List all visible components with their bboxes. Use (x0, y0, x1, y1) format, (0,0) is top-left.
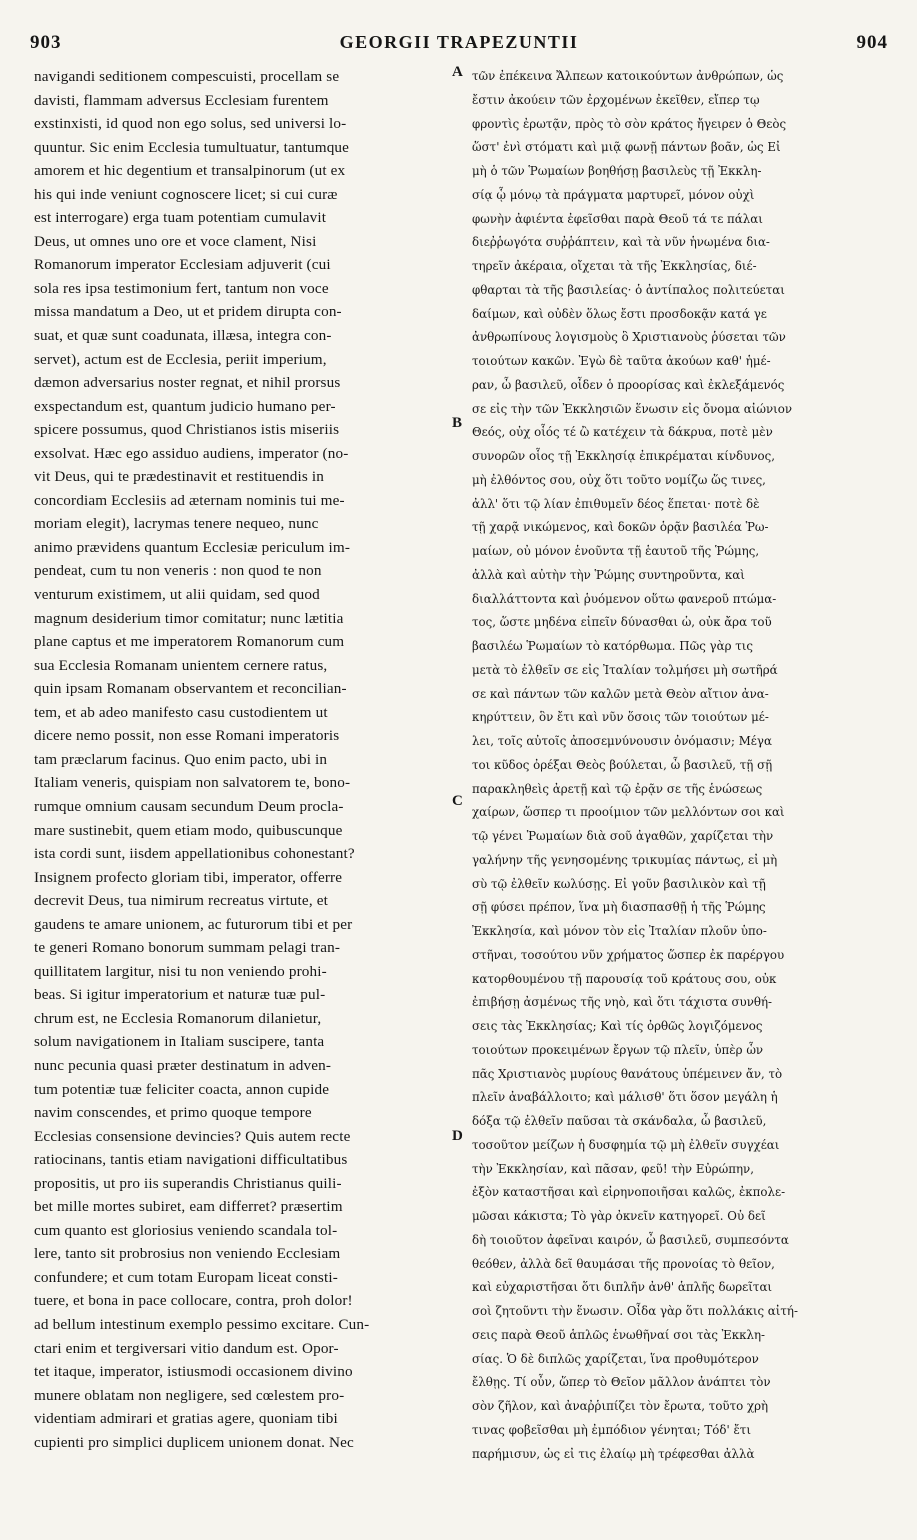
latin-text-line: videntiam admirari et gratias agere, quoniam tibi (34, 1410, 338, 1428)
greek-text-line: ἐξὸν καταστῆσαι καὶ εἰρηνοποιῆσαι καλῶς, ἐκπολε- (472, 1185, 786, 1200)
latin-text-line: his qui inde veniunt cognoscere licet; si cui curæ (34, 185, 338, 203)
greek-column (472, 65, 892, 1466)
latin-text-line: navim conscendes, et primo quoque tempore (34, 1104, 312, 1122)
greek-text-line: ἀνθρωπίνους λογισμοὺς ὃ Χριστιανοὺς ῥύσεται τῶν (472, 330, 786, 345)
latin-text-line: dæmon adversarius noster regnat, et nihil prorsus (34, 374, 341, 392)
latin-text-line: Romanorum imperator Ecclesiam adjuverit (cui (34, 256, 331, 274)
greek-text-line: ἀλλὰ καὶ αὐτὴν τὴν Ῥώμης συντηροῦντα, καὶ (472, 567, 745, 582)
latin-text-line: lere, tanto sit probrosius non veniendo Ecclesiam (34, 1245, 341, 1263)
latin-text-line: venturum existimem, ut alii quidam, sed quod (34, 586, 320, 604)
latin-text-line: moriam elegit), lacrymas tenere nequeo, nunc (34, 515, 319, 533)
greek-text-line: λει, τοῖς αὐτοῖς ἀποσεμνύνουσιν ὀνόμασιν; Μέγα (472, 734, 772, 748)
latin-text-line: quin ipsam Romanam observantem et reconcilian- (34, 680, 347, 698)
greek-text-line: πλεῖν ἀναβάλλοιτο; καὶ μάλισθ' ὅτι ὅσον μεγάλη ἡ (472, 1090, 778, 1105)
greek-text-line: ἔλθῃς. Τί οὖν, ὥπερ τὸ Θεῖον μᾶλλον ἀνάπτει τὸν (472, 1375, 771, 1390)
latin-text-line: suat, et quæ sunt coadunata, illæsa, integra con- (34, 327, 332, 345)
greek-text-line: μαίων, οὐ μόνον ἑνοῦντα τῇ ἑαυτοῦ τῆς Ῥώμης, (472, 544, 760, 558)
latin-text-line: ad bellum intestinum exemplo pessimo excitare. Cun- (34, 1315, 370, 1333)
greek-text-line: βασιλέω Ῥωμαίων τὸ κατόρθωμα. Πῶς γὰρ τις (472, 639, 754, 653)
greek-text-line: θεόθεν, ἀλλὰ δεῖ θαυμάσαι τῆς προνοίας τὸ θεῖον, (472, 1256, 775, 1271)
latin-text-line: bet mille mortes subiret, eam differret? præsertim (34, 1198, 343, 1216)
greek-text-line: τινας φοβεῖσθαι μὴ ἐμπόδιον γένηται; Τόδ' ἔτι (472, 1422, 751, 1437)
latin-text-line: est interrogare) erga tuam potentiam cumulavit (34, 209, 327, 227)
latin-text-line: sua Ecclesia Romanam unientem cernere ratus, (34, 656, 328, 674)
latin-text-line: animo prævidens quantum Ecclesiæ periculum im- (34, 538, 351, 556)
running-header (30, 32, 888, 58)
greek-text-line: μὴ ὁ τῶν Ῥωμαίων βοηθήσῃ βασιλεὺς τῇ Ἐκκλη- (472, 164, 762, 178)
greek-text-line: γαλήνην τῆς γενησομένης τρικυμίας πάντως, εἰ μὴ (472, 852, 778, 867)
greek-text-line: σεις τὰς Ἐκκλησίας; Καὶ τίς ὀρθῶς λογιζόμενος (472, 1019, 763, 1033)
greek-text-line: χαίρων, ὥσπερ τι προοίμιον τῶν μελλόντων σοι καὶ (472, 805, 785, 820)
latin-text-line: decrevit Deus, tua nimirum recreatus virtute, et (34, 892, 328, 910)
latin-text-line: gaudens te amare unionem, ac futurorum tibi et per (34, 915, 353, 933)
greek-text-line: μῶσαι κάκιστα; Τὸ γὰρ ὀκνεῖν κατηγορεῖ. Οὐ δεῖ (472, 1209, 766, 1223)
greek-text-line: ἀλλ' ὅτι τῷ λίαν ἐπιθυμεῖν δέος ἕπεται· ποτὲ δὲ (472, 496, 760, 511)
greek-text-line: σοὶ ζητοῦντι τὴν ἕνωσιν. Οἶδα γὰρ ὅτι πολλάκις αἰτή- (472, 1304, 798, 1318)
latin-column (34, 65, 450, 1454)
latin-text-line: solum navigationem in Italiam suscipere, tanta (34, 1033, 325, 1051)
latin-text-line: davisti, flammam adversus Ecclesiam furentem (34, 91, 329, 109)
latin-text-line: cupienti pro simplici duplicem unionem donat. Nec (34, 1433, 354, 1451)
greek-text-line: τῶν ἐπέκεινα Ἄλπεων κατοικούντων ἀνθρώπων, ὡς (472, 69, 784, 83)
greek-text-line: σίας. Ὁ δὲ διπλῶς χαρίζεται, ἵνα προθυμότερον (472, 1351, 759, 1366)
greek-text-line: τοι κῦδος ὀρέξαι Θεὸς βούλεται, ὦ βασιλεῦ, τῇ σῇ (472, 757, 773, 772)
greek-text-line: πᾶς Χριστιανὸς μυρίους θανάτους ὑπέμεινεν ἄν, τὸ (472, 1066, 783, 1081)
latin-text-line: ctari enim et tergiversari vitio dandum est. Opor- (34, 1339, 339, 1357)
greek-text-line: διαλλάττοντα καὶ ῥυόμενον οὕτω φανεροῦ πτώμα- (472, 591, 777, 606)
greek-text-line: Ἐκκλησία, καὶ μόνον τὸν εἰς Ἰταλίαν πλοῦν ὑπο- (472, 924, 767, 938)
latin-text-line: pendeat, cum tu non veneris : non quod te non (34, 562, 322, 580)
latin-text-line: servet), actum est de Ecclesia, periit imperium, (34, 350, 327, 368)
latin-text-line: quuntur. Sic enim Ecclesia tumultuatur, tantumque (34, 138, 350, 156)
latin-text-line: concordiam Ecclesiis ad æternam nominis tui me- (34, 491, 345, 509)
greek-text-line: ραν, ὦ βασιλεῦ, οἶδεν ὁ προορίσας καὶ ἐκλεξάμενός (472, 377, 785, 392)
latin-text-line: navigandi seditionem compescuisti, procellam se (34, 68, 340, 85)
greek-text-line: φθαρται τὰ τῆς βασιλείας· ὁ ἀντίπαλος πολιτεύεται (472, 282, 785, 297)
greek-text-line: τὴν Ἐκκλησίαν, καὶ πᾶσαν, φεῦ! τὴν Εὐρώπην, (472, 1161, 754, 1176)
page-number-right: 904 (856, 32, 888, 53)
greek-text-line: συνορῶν οἷος τῇ Ἐκκλησίᾳ ἐπικρέμαται κίνδυνος, (472, 449, 775, 463)
greek-text-line: ὥστ' ἐνὶ στόματι καὶ μιᾷ φωνῇ πάντων βοᾶν, ὡς Εἰ (472, 140, 781, 155)
greek-text-line: παρακληθεὶς ἀρετῇ καὶ τῷ ἐρᾷν σε τῆς ἑνώσεως (472, 781, 763, 796)
greek-text-line: φωνὴν ἀφιέντα ἐφεῖσθαι παρὰ Θεοῦ τά τε πάλαι (472, 211, 763, 226)
latin-text-line: Deus, ut omnes uno ore et voce clament, Nisi (34, 232, 317, 250)
latin-text-line: rumque omnium causam secundum Deum procla- (34, 797, 344, 815)
greek-text-line: τοιούτων κακῶν. Ἐγὼ δὲ ταῦτα ἀκούων καθ' ἡμέ- (472, 354, 771, 368)
latin-text-line: beas. Si igitur imperatorium et naturæ tuæ pul- (34, 986, 326, 1004)
greek-text-line: κηρύττειν, ὃν ἔτι καὶ νῦν ὅσοις τῶν τοιούτων μέ- (472, 710, 769, 725)
greek-text-line: Θεός, οὐχ οἷός τέ ὢ κατέχειν τὰ δάκρυα, ποτὲ μὲν (472, 425, 773, 440)
greek-text-line: μετὰ τὸ ἐλθεῖν σε εἰς Ἰταλίαν τολμήσει μὴ σωτῆρά (472, 662, 778, 677)
latin-text-line: amorem et hic degentium et transalpinorum (ut ex (34, 162, 346, 180)
latin-text-line: Italiam veneris, quispiam non salvatorem te, bono- (34, 774, 351, 792)
greek-text-line: δαίμων, καὶ οὐδὲν ὅλως ἔστι προσδοκᾷν κατά γε (472, 306, 767, 321)
section-marker-c: C (452, 793, 463, 809)
latin-text-line: nunc pecunia quasi præter destinatum in adven- (34, 1056, 332, 1074)
greek-text-line: σὺ τῷ ἐλθεῖν κωλύσῃς. Εἰ γοῦν βασιλικὸν καὶ τῇ (472, 876, 766, 891)
latin-text-line: plane captus et me imperatorem Romanorum cum (34, 633, 345, 651)
latin-text-line: exstinxisti, id quod non ego solus, sed universi lo- (34, 115, 347, 133)
greek-text-line: στῆναι, τοσούτου νῦν χρήματος ὥσπερ ἐκ παρέργου (472, 947, 785, 962)
greek-text-line: σίᾳ ᾧ μόνῳ τὰ πράγματα μαρτυρεῖ, μόνον οὐχὶ (472, 187, 755, 202)
greek-text-line: δόξα τῷ ἐλθεῖν παῦσαι τὰ σκάνδαλα, ὦ βασιλεῦ, (472, 1114, 767, 1128)
greek-text-line: σῇ φύσει πρέπον, ἵνα μὴ διασπασθῇ ἡ τῆς Ῥώμης (472, 900, 766, 915)
greek-text-line: τῇ χαρᾷ νικώμενος, καὶ δοκῶν ὁρᾷν βασιλέα Ῥω- (472, 520, 769, 535)
latin-text-line: Insignem profecto gloriam tibi, imperator, offerre (34, 868, 343, 886)
latin-text-line: missa mandatum a Deo, ut et pridem dirupta con- (34, 303, 342, 321)
greek-text-line: ἐπιβήσῃ ἀσμένως τῆς νηὸ, καὶ ὅτι τάχιστα συνθή- (472, 995, 773, 1010)
latin-text-line: tuere, et bona in pace collocare, contra, proh dolor! (34, 1292, 353, 1310)
greek-text-line: ἔστιν ἀκούειν τῶν ἐρχομένων ἐκεῖθεν, εἴπερ τῳ (472, 92, 760, 107)
latin-text-line: exspectandum est, quantum judicio humano per- (34, 397, 336, 415)
latin-text-line: ista cordi sunt, iisdem appellationibus cohonestant? (34, 845, 355, 863)
latin-text-line: vit Deus, qui te prædestinavit et restituendis in (34, 468, 324, 486)
section-marker-a: A (452, 64, 463, 80)
latin-text-line: tem, et ab adeo manifesto casu custodientem ut (34, 703, 328, 721)
greek-text-line: καὶ εὐχαριστῆσαι ὅτι διπλῆν ἀνθ' ἁπλῆς δωρεῖται (472, 1280, 773, 1295)
greek-text-line: τοσοῦτον μείζων ἡ δυσφημία τῷ μὴ ἐλθεῖν συγχέαι (472, 1137, 780, 1152)
greek-text-line: τηρεῖν ἀκέραια, οἴχεται τὰ τῆς Ἐκκλησίας, διέ- (472, 259, 757, 273)
greek-text-line: σεις παρὰ Θεοῦ ἁπλῶς ἑνωθῆναί σοι τὰς Ἐκκλη- (472, 1327, 766, 1342)
latin-text-line: sola res ipsa testimonium fert, tantum non voce (34, 279, 329, 297)
greek-text-line: τοιούτων προκειμένων ἔργων τῷ πλεῖν, ὑπὲρ ὧν (472, 1042, 764, 1057)
greek-text-line: σὸν ζῆλον, καὶ ἀναῤῥιπίζει τὸν ἔρωτα, τοῦτο χρὴ (472, 1399, 769, 1413)
latin-text-line: propositis, ut pro iis superandis Christianus quili- (34, 1174, 342, 1192)
latin-text-line: te generi Romano bonorum summam pelagi tran- (34, 939, 341, 957)
latin-text-line: tet itaque, imperator, istiusmodi occasionem divino (34, 1363, 353, 1381)
section-marker-b: B (452, 415, 463, 431)
page-number-left: 903 (30, 32, 62, 53)
latin-text-line: magnum desiderium timor comitatur; nunc lætitia (34, 609, 344, 627)
greek-text-line: δὴ τοιοῦτον ἀφεῖναι καιρόν, ὦ βασιλεῦ, συμπεσόντα (472, 1232, 789, 1247)
greek-text-line: σε εἰς τὴν τῶν Ἐκκλησιῶν ἕνωσιν εἰς ὄνομα αἰώνιον (472, 401, 793, 416)
latin-text-line: munere oblatam non negligere, sed cœlestem pro- (34, 1386, 345, 1404)
latin-text-line: chrum est, ne Ecclesia Romanorum dilanietur, (34, 1009, 322, 1027)
latin-text-line: Ecclesias consensione devincies? Quis autem recte (34, 1127, 351, 1145)
greek-text-line: κατορθουμένου τῇ παρουσίᾳ τοῦ κράτους σου, οὐκ (472, 971, 777, 986)
greek-text-line: φροντὶς ἐρωτᾷν, πρὸς τὸ σὸν κράτος ἤγειρεν ὁ Θεὸς (472, 116, 787, 131)
greek-text-line: μὴ ἐλθόντος σου, οὐχ ὅτι τοῦτο νομίζω ὥς τινες, (472, 472, 766, 487)
latin-text-line: exsolvat. Hæc ego assiduo audiens, imperator (no- (34, 444, 349, 462)
latin-text-line: tam præclarum facinus. Quo enim pacto, ubi in (34, 750, 328, 768)
latin-text-line: dicere nemo possit, non esse Romani imperatoris (34, 727, 340, 745)
latin-text-line: quillitatem largitur, nisi tu non veniendo prohi- (34, 962, 327, 980)
latin-text-line: spicere possumus, quod Christianos istis miseriis (34, 421, 340, 439)
latin-text-line: mare sustinebit, quem etiam modo, quibuscunque (34, 821, 343, 839)
greek-text-line: τος, ὥστε μηδένα εἰπεῖν δύνασθαι ὡ, οὐκ ἄρα τοῦ (472, 615, 772, 630)
latin-text-line: tum potentiæ tuæ feliciter coacta, annon cupide (34, 1080, 330, 1098)
greek-text-line: διεῤῥωγότα συῤῥάπτειν, καὶ τὰ νῦν ἡνωμένα δια- (472, 235, 770, 250)
section-marker-d: D (452, 1128, 463, 1144)
latin-text-line: confundere; et cum totam Europam liceat consti- (34, 1268, 338, 1286)
latin-text-line: cum quanto est gloriosius veniendo scandala tol- (34, 1221, 338, 1239)
latin-text-line: ratiocinans, tantis etiam navigationi difficultatibus (34, 1151, 348, 1169)
greek-text-line: παρήμισυν, ὡς εἰ τις ἐλαίῳ μὴ τρέφεσθαι ἀλλὰ (472, 1446, 755, 1461)
greek-text-line: τῷ γένει Ῥωμαίων διὰ σοῦ ἀγαθῶν, χαρίζεται τὴν (472, 829, 774, 843)
greek-text-line: σε καὶ πάντων τῶν καλῶν μετὰ Θεὸν αἴτιον ἀνα- (472, 686, 769, 701)
running-title: GEORGII TRAPEZUNTII (339, 32, 579, 52)
